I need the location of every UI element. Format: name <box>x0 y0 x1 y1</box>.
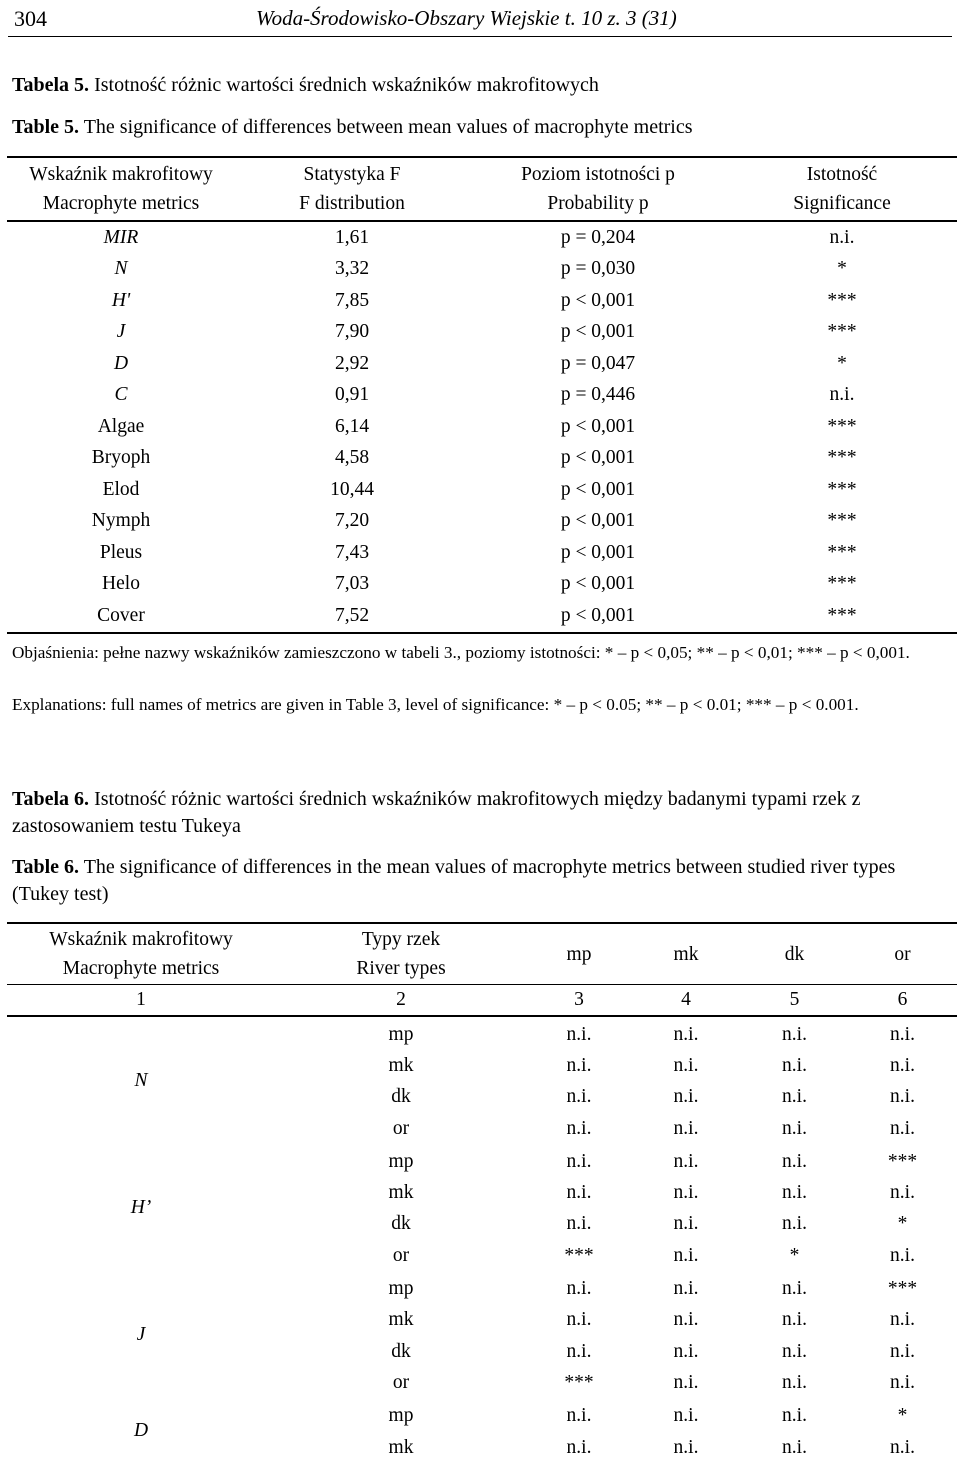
p-value: p = 0,204 <box>560 226 636 248</box>
p-value-cell <box>469 285 727 317</box>
comparison-cell: n.i. <box>566 1278 592 1300</box>
river-type-cell: or <box>392 1117 410 1139</box>
river-type-cell: or <box>392 1371 410 1393</box>
river-type-cell: or <box>392 1244 410 1266</box>
river-type-cell: mp <box>388 1023 414 1045</box>
significance-cell: *** <box>827 510 857 532</box>
header-cell-dk: dk <box>741 923 848 985</box>
significance-cell: *** <box>827 447 857 469</box>
metric-cell: MIR <box>103 226 139 248</box>
table-row <box>7 506 957 538</box>
comparison-cell: n.i. <box>782 1023 807 1045</box>
header-label-en: River types <box>356 958 446 979</box>
journal-title: Woda-Środowisko-Obszary Wiejskie t. 10 z. 3 (31) <box>256 6 677 30</box>
header-label-pl: Statystyka F <box>303 164 401 185</box>
caption-label: Table 6. <box>12 856 80 878</box>
table-row <box>7 1399 957 1432</box>
column-number: 3 <box>527 985 631 1017</box>
f-value-cell: 2,92 <box>334 352 370 374</box>
caption-text: The significance of differences in the mean values of macrophyte metrics between studied river types (Tukey test) <box>12 856 896 905</box>
header-label-pl: Poziom istotności p <box>521 164 675 185</box>
column-number: 4 <box>631 985 741 1017</box>
significance-cell: *** <box>827 573 857 595</box>
comparison-cell: n.i. <box>673 1278 699 1300</box>
f-value-cell: 7,85 <box>334 289 370 311</box>
comparison-cell: n.i. <box>890 1182 915 1204</box>
column-number: 2 <box>275 985 527 1017</box>
comparison-cell: n.i. <box>890 1340 915 1362</box>
significance-cell: *** <box>827 541 857 563</box>
metric-cell: Pleus <box>99 541 143 563</box>
f-value-cell: 7,43 <box>334 541 370 563</box>
metric-cell: Helo <box>102 573 140 595</box>
comparison-cell: n.i. <box>890 1371 915 1393</box>
p-value: p < 0,001 <box>560 447 636 469</box>
column-number-row <box>7 985 957 1017</box>
comparison-cell: n.i. <box>566 1054 592 1076</box>
caption-label: Tabela 6. <box>12 788 90 810</box>
comparison-cell: n.i. <box>673 1023 699 1045</box>
table-row <box>7 1016 957 1050</box>
p-value-cell <box>469 411 727 443</box>
table5-caption-en <box>12 114 952 141</box>
header-cell-metric <box>7 157 235 221</box>
f-value-cell: 6,14 <box>334 415 370 437</box>
table5-body <box>7 221 957 633</box>
table-row <box>7 1271 957 1304</box>
f-value-cell: 7,90 <box>334 321 370 343</box>
significance-cell: *** <box>827 478 857 500</box>
header-label-pl: Typy rzek <box>361 929 441 950</box>
p-value-cell <box>469 317 727 349</box>
p-value: p < 0,001 <box>560 541 636 563</box>
river-type-cell: mp <box>388 1278 414 1300</box>
header-label-en: Macrophyte metrics <box>62 958 220 979</box>
column-number: 6 <box>848 985 957 1017</box>
p-value: p = 0,047 <box>560 352 636 374</box>
comparison-cell: n.i. <box>782 1182 807 1204</box>
comparison-cell: n.i. <box>673 1117 699 1139</box>
significance-cell: *** <box>727 600 957 633</box>
metric-cell: Cover <box>7 600 235 633</box>
comparison-cell: n.i. <box>673 1182 699 1204</box>
p-value-cell <box>469 474 727 506</box>
f-value-cell: 7,20 <box>334 510 370 532</box>
comparison-cell: n.i. <box>782 1436 807 1458</box>
comparison-cell: n.i. <box>566 1182 592 1204</box>
table5-note-pl: Objaśnienia: pełne nazwy wskaźników zamieszczono w tabeli 3., poziomy istotności: * – p < 0,05; ** – p < 0,01; *** – p < 0,001. <box>12 643 910 662</box>
p-value: p < 0,001 <box>560 289 636 311</box>
p-value-cell <box>469 221 727 254</box>
comparison-cell: n.i. <box>673 1371 699 1393</box>
metric-cell: H’ <box>130 1196 152 1218</box>
comparison-cell: n.i. <box>673 1405 699 1427</box>
f-value-cell: 10,44 <box>330 478 374 500</box>
comparison-cell: n.i. <box>782 1405 807 1427</box>
comparison-cell: n.i. <box>673 1309 699 1331</box>
table5-caption-pl <box>12 72 952 99</box>
comparison-cell: * <box>897 1213 908 1235</box>
metric-cell: Elod <box>102 478 140 500</box>
metric-cell: N <box>114 258 128 280</box>
f-value-cell: 4,58 <box>334 447 370 469</box>
comparison-cell: n.i. <box>782 1309 807 1331</box>
comparison-cell: n.i. <box>566 1340 592 1362</box>
comparison-cell: n.i. <box>890 1117 915 1139</box>
f-value-cell: 1,61 <box>334 226 370 248</box>
river-type-cell: dk <box>391 1086 411 1108</box>
significance-cell: *** <box>827 289 857 311</box>
comparison-cell: n.i. <box>566 1213 592 1235</box>
comparison-cell: n.i. <box>782 1213 807 1235</box>
caption-text: Istotność różnic wartości średnich wskaźników makrofitowych <box>94 74 599 96</box>
f-value-cell: 7,03 <box>334 573 370 595</box>
comparison-cell: n.i. <box>673 1244 699 1266</box>
significance-cell: n.i. <box>829 226 855 248</box>
metric-cell: H' <box>111 289 131 311</box>
comparison-cell: n.i. <box>782 1340 807 1362</box>
p-value: p < 0,001 <box>560 478 636 500</box>
table6-caption-en <box>12 854 952 908</box>
f-value-cell: 7,52 <box>235 600 469 633</box>
caption-text: The significance of differences between mean values of macrophyte metrics <box>83 116 693 138</box>
table-row <box>7 1144 957 1177</box>
comparison-cell: *** <box>887 1278 918 1300</box>
p-value: p < 0,001 <box>560 415 636 437</box>
column-number: 5 <box>741 985 848 1017</box>
p-value: p = 0,030 <box>560 258 636 280</box>
table-row <box>7 443 957 475</box>
comparison-cell: * <box>897 1405 908 1427</box>
metric-cell: J <box>116 321 126 343</box>
river-type-cell: mk <box>388 1436 414 1458</box>
p-value-cell <box>469 254 727 286</box>
header-cell-f <box>235 157 469 221</box>
comparison-cell: n.i. <box>890 1244 915 1266</box>
comparison-cell: *** <box>887 1150 918 1172</box>
river-type-cell: dk <box>391 1213 411 1235</box>
header-cell-metric <box>7 923 275 985</box>
river-type-cell: mp <box>388 1405 414 1427</box>
p-value: p < 0,001 <box>560 321 636 343</box>
metric-cell: Bryoph <box>91 447 151 469</box>
comparison-cell: n.i. <box>673 1054 699 1076</box>
p-value-cell <box>469 600 727 633</box>
header-label-pl: Istotność <box>806 164 878 185</box>
metric-cell: C <box>114 384 128 406</box>
caption-text: Istotność różnic wartości średnich wskaźników makrofitowych między badanymi typami rzek z zastosowaniem testu Tukeya <box>12 788 861 837</box>
table5 <box>7 156 957 634</box>
table5-note-en: Explanations: full names of metrics are given in Table 3, level of significance: * – p < 0.05; ** – p < 0.01; *** – p < 0.001. <box>12 695 859 714</box>
header-label-pl: Wskaźnik makrofitowy <box>49 929 233 950</box>
comparison-cell: *** <box>564 1371 594 1393</box>
comparison-cell: n.i. <box>566 1309 592 1331</box>
f-value-cell: 0,91 <box>334 384 370 406</box>
p-value: p < 0,001 <box>560 604 636 626</box>
table6-caption-pl <box>12 786 952 840</box>
metric-cell: Algae <box>97 415 145 437</box>
header-label-en: Significance <box>793 193 891 214</box>
significance-cell: * <box>837 352 847 374</box>
table-row <box>7 411 957 443</box>
metric-cell: J <box>136 1323 146 1345</box>
comparison-cell: n.i. <box>566 1150 592 1172</box>
table-row <box>7 221 957 254</box>
header-cell-significance <box>727 157 957 221</box>
p-value-cell <box>469 569 727 601</box>
significance-cell: *** <box>827 415 857 437</box>
river-type-cell: mk <box>388 1309 414 1331</box>
comparison-cell: n.i. <box>566 1086 592 1108</box>
comparison-cell: n.i. <box>890 1054 915 1076</box>
table-row <box>7 317 957 349</box>
caption-label: Table 5. <box>12 116 80 138</box>
comparison-cell: n.i. <box>890 1309 915 1331</box>
table-row <box>7 285 957 317</box>
p-value: p < 0,001 <box>560 573 636 595</box>
significance-cell: *** <box>827 321 857 343</box>
comparison-cell: n.i. <box>782 1086 807 1108</box>
comparison-cell: n.i. <box>673 1150 699 1172</box>
comparison-cell: n.i. <box>782 1117 807 1139</box>
table-row <box>7 254 957 286</box>
comparison-cell: *** <box>564 1244 594 1266</box>
table5-header-row <box>7 157 957 221</box>
comparison-cell: n.i. <box>782 1278 807 1300</box>
comparison-cell: n.i. <box>782 1150 807 1172</box>
running-header <box>8 0 952 37</box>
metric-cell: D <box>133 1419 149 1441</box>
comparison-cell: n.i. <box>673 1086 699 1108</box>
header-cell-or: or <box>848 923 957 985</box>
caption-label: Tabela 5. <box>12 74 90 96</box>
header-label-pl: Wskaźnik makrofitowy <box>29 164 213 185</box>
table6-body <box>7 1016 957 1463</box>
comparison-cell: n.i. <box>566 1117 592 1139</box>
header-cell-p <box>469 157 727 221</box>
header-label-en: Macrophyte metrics <box>42 193 200 214</box>
comparison-cell: n.i. <box>890 1023 915 1045</box>
header-cell-mp: mp <box>527 923 631 985</box>
table-row <box>7 600 957 633</box>
table-row <box>7 569 957 601</box>
river-type-cell: mk <box>388 1182 414 1204</box>
table-row <box>7 537 957 569</box>
comparison-cell: n.i. <box>673 1340 699 1362</box>
column-number: 1 <box>7 985 275 1017</box>
metric-cell: Nymph <box>91 510 151 532</box>
table6 <box>7 922 957 1463</box>
p-value: p < 0,001 <box>560 510 636 532</box>
comparison-cell: * <box>789 1244 800 1266</box>
page-number: 304 <box>14 6 47 31</box>
table-row <box>7 380 957 412</box>
river-type-cell: mp <box>388 1150 414 1172</box>
comparison-cell: n.i. <box>566 1436 592 1458</box>
metric-cell: D <box>113 352 129 374</box>
header-cell-river-types <box>275 923 527 985</box>
comparison-cell: n.i. <box>566 1023 592 1045</box>
p-value-cell <box>469 443 727 475</box>
comparison-cell: n.i. <box>673 1436 699 1458</box>
p-value-cell <box>469 506 727 538</box>
comparison-cell: n.i. <box>890 1086 915 1108</box>
comparison-cell: n.i. <box>673 1213 699 1235</box>
table6-header-row <box>7 923 957 985</box>
header-cell-mk: mk <box>631 923 741 985</box>
p-value-cell <box>469 348 727 380</box>
significance-cell: * <box>837 258 847 280</box>
p-value: p = 0,446 <box>560 384 636 406</box>
header-label-en: Probability p <box>547 193 649 214</box>
table-row <box>7 348 957 380</box>
header-label-en: F distribution <box>299 193 405 214</box>
significance-cell: n.i. <box>829 384 855 406</box>
comparison-cell: n.i. <box>782 1371 807 1393</box>
comparison-cell: n.i. <box>890 1436 915 1458</box>
table-row <box>7 474 957 506</box>
f-value-cell: 3,32 <box>334 258 370 280</box>
metric-cell: N <box>134 1069 148 1091</box>
river-type-cell: dk <box>391 1340 411 1362</box>
comparison-cell: n.i. <box>782 1054 807 1076</box>
river-type-cell: mk <box>388 1054 414 1076</box>
comparison-cell: n.i. <box>566 1405 592 1427</box>
p-value-cell <box>469 380 727 412</box>
p-value-cell <box>469 537 727 569</box>
